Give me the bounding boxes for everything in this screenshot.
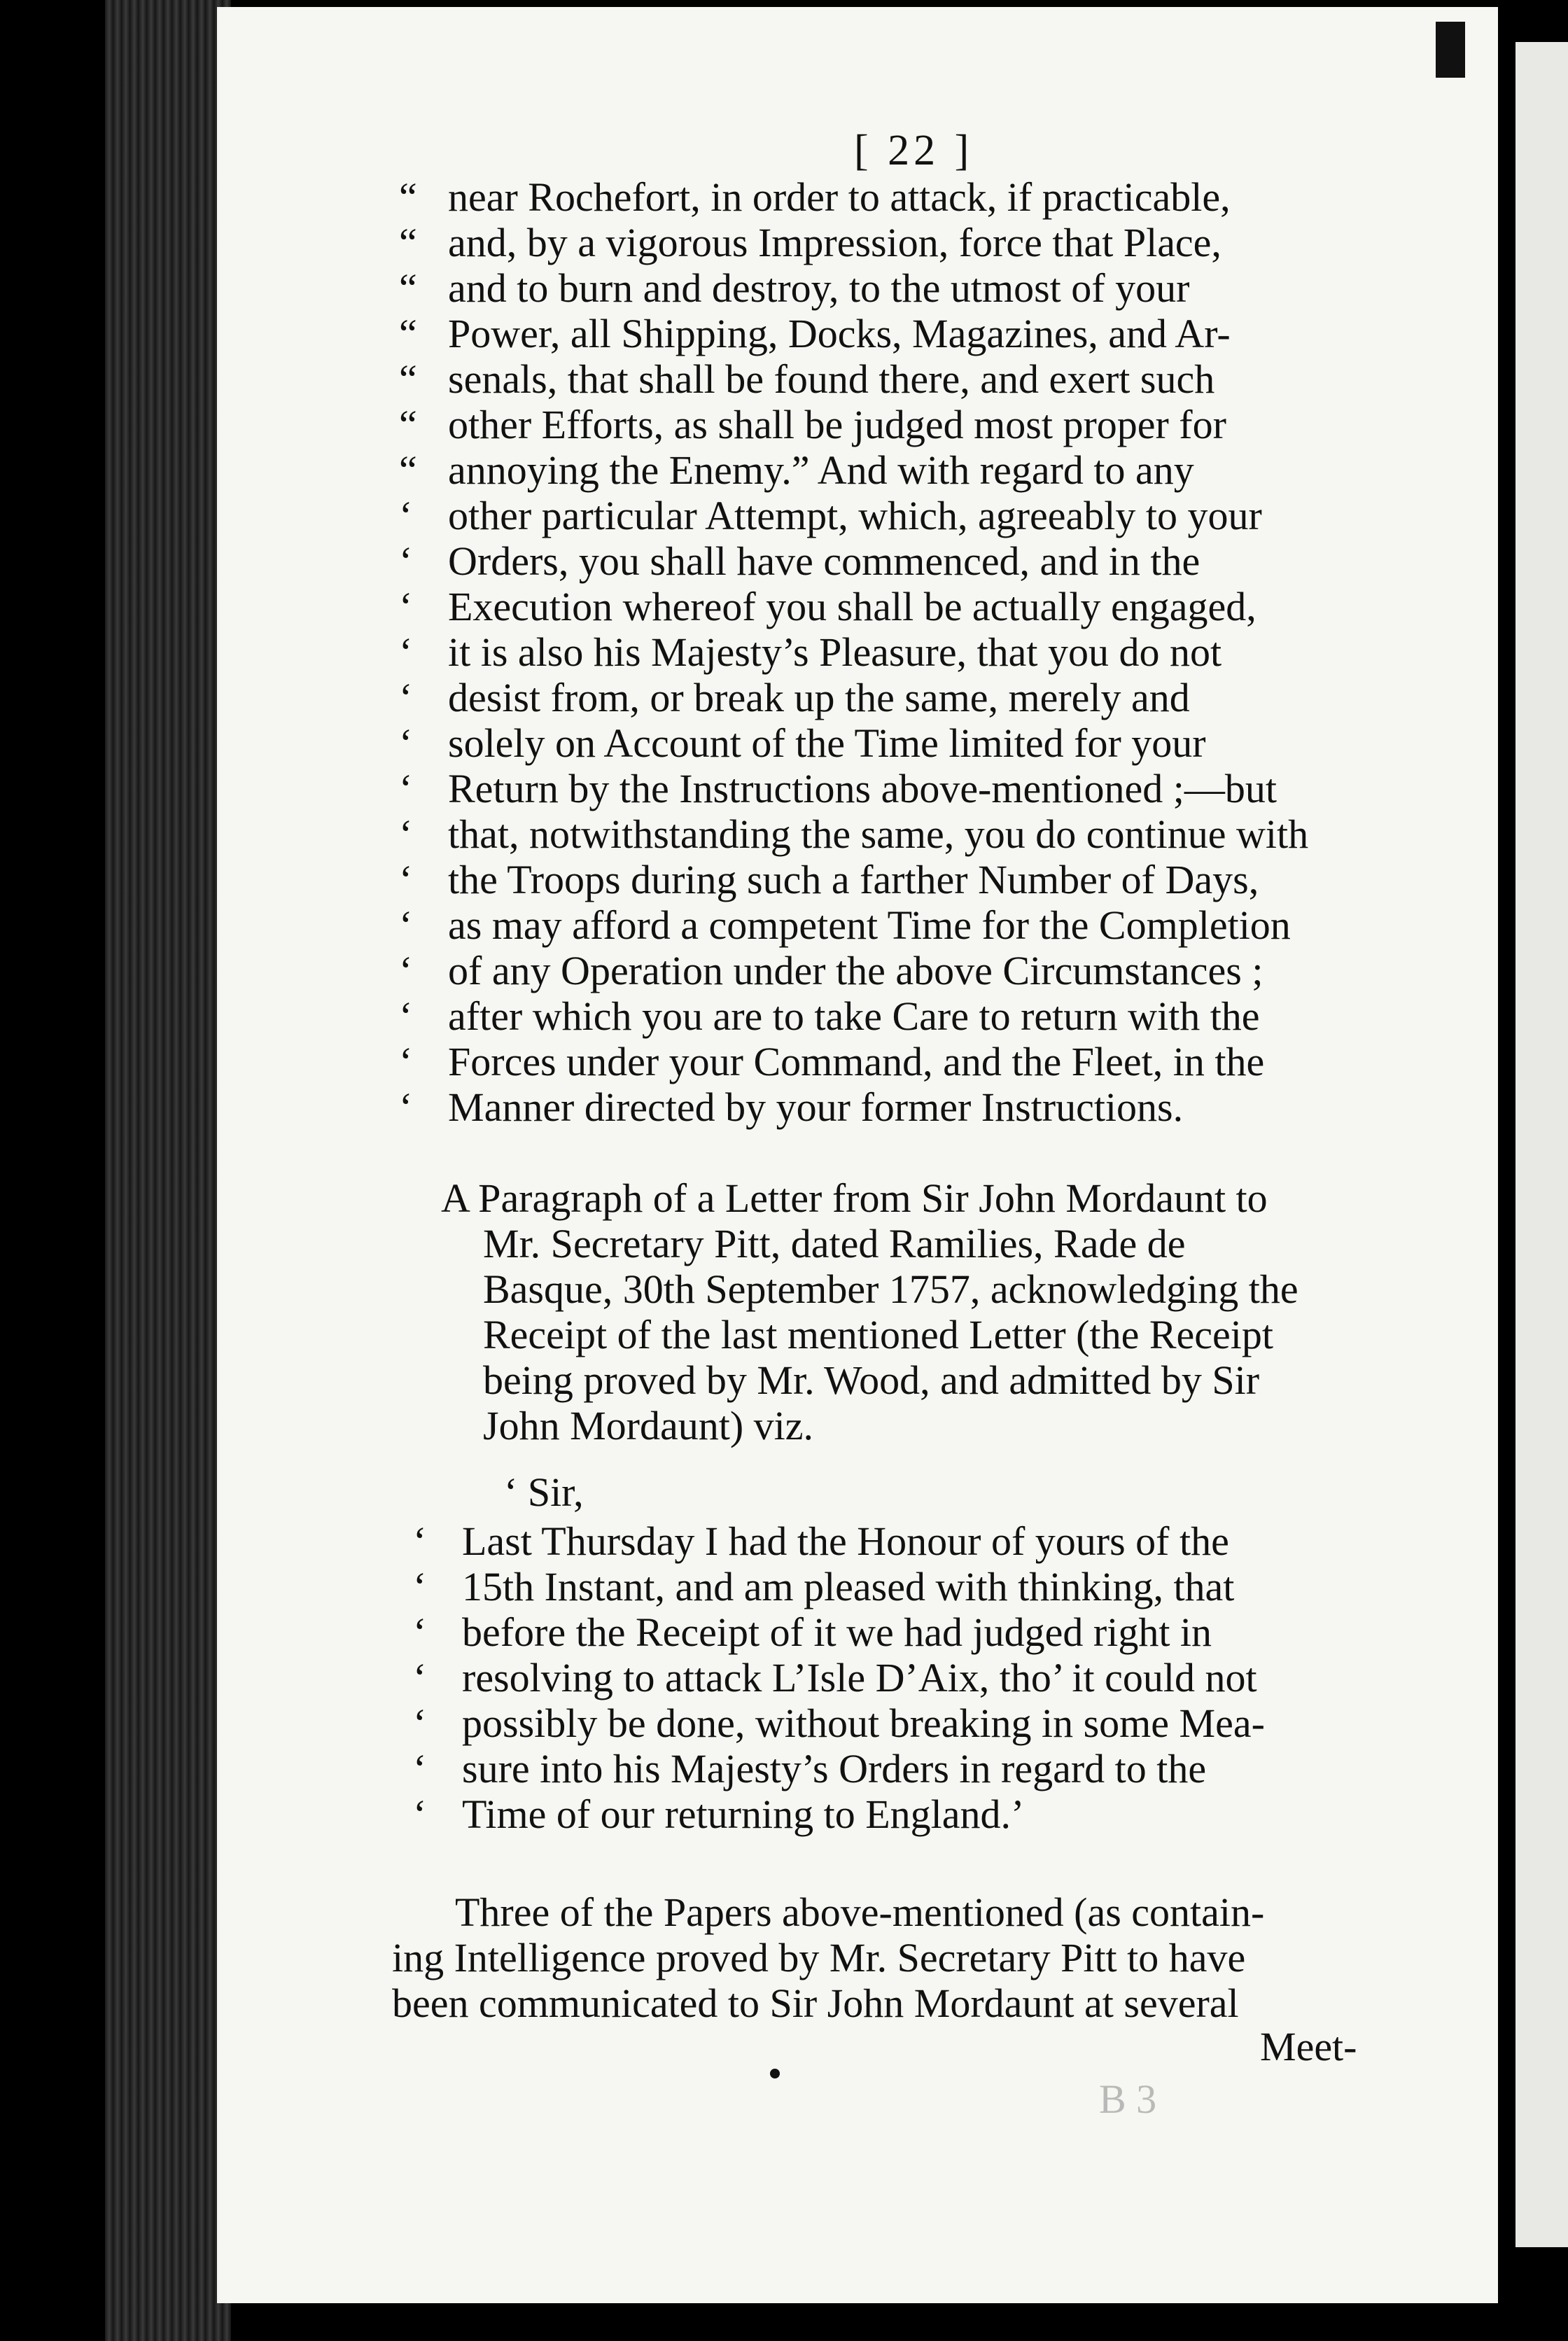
line-text: as may afford a competent Time for the Completion	[448, 902, 1291, 948]
text-line	[399, 857, 1400, 902]
quote-mark: “	[399, 220, 417, 265]
quote-mark: ‘	[399, 1039, 413, 1084]
quote-mark: ‘	[399, 948, 413, 993]
line-text: the Troops during such a farther Number of Days,	[448, 857, 1259, 902]
quote-mark: ‘	[413, 1746, 427, 1791]
text-line	[399, 902, 1400, 948]
quote-mark: ‘	[399, 993, 413, 1039]
salutation: ‘ Sir,	[504, 1469, 584, 1515]
text-line: Three of the Papers above-mentioned (as contain-	[455, 1889, 1265, 1935]
text-line	[399, 993, 1400, 1039]
line-text: other Efforts, as shall be judged most proper for	[448, 402, 1226, 447]
text-line	[399, 675, 1400, 720]
quote-mark: ‘	[413, 1700, 427, 1746]
ink-dot	[770, 2069, 780, 2078]
line-text: near Rochefort, in order to attack, if practicable,	[448, 174, 1231, 220]
line-text: before the Receipt of it we had judged right in	[462, 1609, 1212, 1655]
quote-mark: “	[399, 311, 417, 356]
text-line: Basque, 30th September 1757, acknowledging the	[483, 1266, 1298, 1312]
line-text: that, notwithstanding the same, you do continue with	[448, 811, 1309, 857]
line-text: 15th Instant, and am pleased with thinking, that	[462, 1564, 1235, 1609]
text-line	[399, 629, 1400, 675]
text-line: Mr. Secretary Pitt, dated Ramilies, Rade de	[483, 1221, 1186, 1266]
signature-mark: B 3	[1099, 2076, 1157, 2122]
quote-mark: “	[399, 356, 417, 402]
quote-mark: “	[399, 265, 417, 311]
text-line	[399, 447, 1400, 493]
text-line	[399, 538, 1400, 584]
line-text: and, by a vigorous Impression, force that Place,	[448, 220, 1222, 265]
catchword: Meet-	[1260, 2024, 1357, 2069]
line-text: Power, all Shipping, Docks, Magazines, and Ar-	[448, 311, 1231, 356]
quote-mark: ‘	[399, 766, 413, 811]
text-line: John Mordaunt) viz.	[483, 1403, 813, 1448]
line-text: sure into his Majesty’s Orders in regard to the	[462, 1746, 1207, 1791]
book-spine	[105, 0, 231, 2341]
quote-mark: ‘	[413, 1564, 427, 1609]
quote-mark: ‘	[399, 584, 413, 629]
line-text: after which you are to take Care to return with the	[448, 993, 1260, 1039]
line-text: other particular Attempt, which, agreeably to your	[448, 493, 1262, 538]
line-text: Execution whereof you shall be actually engaged,	[448, 584, 1256, 629]
quote-mark: ‘	[399, 1084, 413, 1130]
quote-mark: ‘	[399, 493, 413, 538]
line-text: Orders, you shall have commenced, and in the	[448, 538, 1200, 584]
text-line	[399, 493, 1400, 538]
text-line: being proved by Mr. Wood, and admitted by Sir	[483, 1357, 1260, 1403]
text-line	[413, 1609, 1400, 1655]
text-line: been communicated to Sir John Mordaunt at several	[392, 1980, 1239, 2026]
line-text: Manner directed by your former Instructions.	[448, 1084, 1184, 1130]
text-line	[413, 1791, 1400, 1837]
text-line	[399, 811, 1400, 857]
quote-mark: ‘	[399, 857, 413, 902]
text-line	[399, 402, 1400, 447]
quote-mark: ‘	[399, 675, 413, 720]
line-text: resolving to attack L’Isle D’Aix, tho’ it could not	[462, 1655, 1257, 1700]
text-line	[399, 356, 1400, 402]
quote-mark: ‘	[399, 720, 413, 766]
line-text: it is also his Majesty’s Pleasure, that you do not	[448, 629, 1222, 675]
text-line	[413, 1518, 1400, 1564]
quote-mark: ‘	[413, 1609, 427, 1655]
line-text: and to burn and destroy, to the utmost of your	[448, 265, 1190, 311]
line-text: annoying the Enemy.” And with regard to any	[448, 447, 1194, 493]
quote-mark: ‘	[399, 629, 413, 675]
line-text: Last Thursday I had the Honour of yours of the	[462, 1518, 1229, 1564]
text-line	[413, 1746, 1400, 1791]
facing-page-edge	[1516, 42, 1568, 2247]
text-line: A Paragraph of a Letter from Sir John Mordaunt to	[441, 1175, 1268, 1221]
quote-mark: “	[399, 174, 417, 220]
text-line	[399, 265, 1400, 311]
quote-mark: ‘	[413, 1518, 427, 1564]
quote-mark: ‘	[399, 902, 413, 948]
quote-mark: ‘	[399, 538, 413, 584]
text-line	[413, 1655, 1400, 1700]
line-text: Time of our returning to England.’	[462, 1791, 1025, 1837]
page-number: [ 22 ]	[854, 127, 974, 174]
text-line	[399, 1039, 1400, 1084]
text-line	[413, 1564, 1400, 1609]
line-text: desist from, or break up the same, merely and	[448, 675, 1190, 720]
text-line	[399, 220, 1400, 265]
quote-mark: “	[399, 402, 417, 447]
quote-mark: ‘	[399, 811, 413, 857]
line-text: Return by the Instructions above-mentioned ;—but	[448, 766, 1277, 811]
line-text: Forces under your Command, and the Fleet, in the	[448, 1039, 1265, 1084]
corner-tab-mark	[1434, 20, 1467, 80]
line-text: senals, that shall be found there, and exert such	[448, 356, 1215, 402]
text-line	[413, 1700, 1400, 1746]
text-line	[399, 766, 1400, 811]
text-line	[399, 720, 1400, 766]
quote-mark: “	[399, 447, 417, 493]
text-line	[399, 948, 1400, 993]
line-text: possibly be done, without breaking in some Mea-	[462, 1700, 1265, 1746]
text-line	[399, 174, 1400, 220]
text-line: Receipt of the last mentioned Letter (the Receipt	[483, 1312, 1273, 1357]
text-line	[399, 1084, 1400, 1130]
line-text: solely on Account of the Time limited for your	[448, 720, 1206, 766]
quote-mark: ‘	[413, 1655, 427, 1700]
text-line	[399, 584, 1400, 629]
text-line	[399, 311, 1400, 356]
quote-mark: ‘	[413, 1791, 427, 1837]
line-text: of any Operation under the above Circumstances ;	[448, 948, 1264, 993]
text-line: ing Intelligence proved by Mr. Secretary Pitt to have	[392, 1935, 1246, 1980]
